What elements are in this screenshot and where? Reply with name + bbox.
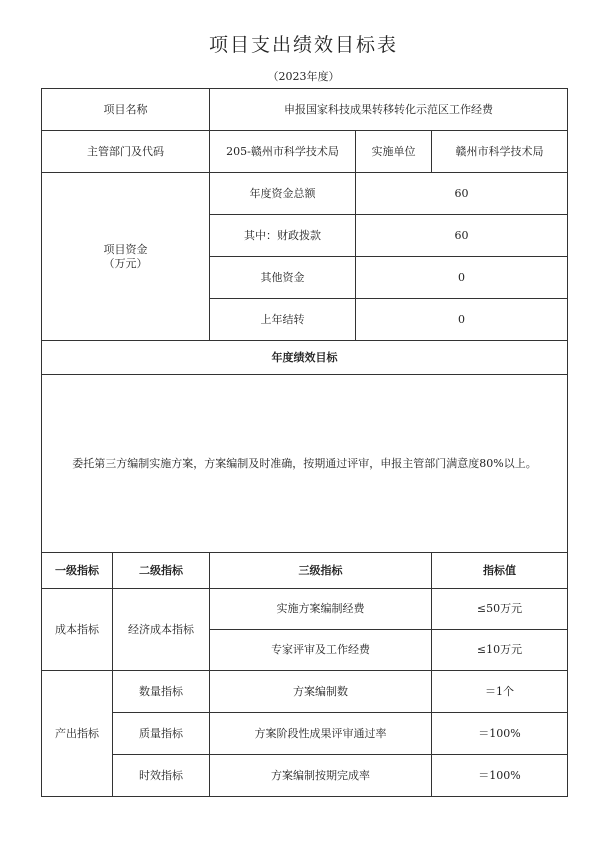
funds-item-label: 其他资金 [210, 257, 356, 299]
dept-value: 205-赣州市科学技术局 [210, 131, 356, 173]
indicator-row [42, 589, 568, 630]
project-name-row [42, 89, 568, 131]
level3-header: 三级指标 [210, 553, 432, 589]
indicator-row [42, 755, 568, 797]
funds-item-value: 60 [356, 215, 568, 257]
project-name-label: 项目名称 [42, 89, 210, 131]
level1-cell: 成本指标 [42, 589, 113, 671]
project-name-value: 申报国家科技成果转移转化示范区工作经费 [210, 89, 568, 131]
level2-cell: 质量指标 [113, 713, 210, 755]
dept-row [42, 131, 568, 173]
funds-label-line1: 项目资金 [103, 242, 148, 256]
impl-value: 赣州市科学技术局 [432, 131, 568, 173]
goal-header: 年度绩效目标 [42, 341, 568, 375]
funds-row [42, 173, 568, 215]
funds-item-value: 0 [356, 299, 568, 341]
level1-header: 一级指标 [42, 553, 113, 589]
funds-item-value: 0 [356, 257, 568, 299]
dept-label: 主管部门及代码 [42, 131, 210, 173]
page-title: 项目支出绩效目标表 [208, 34, 398, 56]
value-cell: ≤50万元 [432, 589, 568, 630]
impl-label: 实施单位 [356, 131, 432, 173]
funds-label-line2: （万元） [103, 256, 148, 270]
funds-item-label: 年度资金总额 [210, 173, 356, 215]
goal-header-row [42, 341, 568, 375]
value-cell: ＝1个 [432, 671, 568, 713]
value-header: 指标值 [432, 553, 568, 589]
value-cell: ＝100% [432, 755, 568, 797]
indicator-header-row [42, 553, 568, 589]
indicator-row [42, 671, 568, 713]
performance-table [41, 88, 568, 797]
value-cell: ＝100% [432, 713, 568, 755]
funds-item-label: 上年结转 [210, 299, 356, 341]
level3-cell: 实施方案编制经费 [210, 589, 432, 630]
funds-item-value: 60 [356, 173, 568, 215]
level1-cell: 产出指标 [42, 671, 113, 797]
level3-cell: 方案编制按期完成率 [210, 755, 432, 797]
level2-header: 二级指标 [113, 553, 210, 589]
level2-cell: 时效指标 [113, 755, 210, 797]
value-cell: ≤10万元 [432, 630, 568, 671]
level3-cell: 方案阶段性成果评审通过率 [210, 713, 432, 755]
goal-text: 委托第三方编制实施方案，方案编制及时准确，按期通过评审，申报主管部门满意度80%以上。 [42, 375, 568, 553]
level3-cell: 专家评审及工作经费 [210, 630, 432, 671]
page-subtitle: （2023年度） [267, 70, 340, 83]
goal-text-row [42, 375, 568, 553]
funds-item-label: 其中：财政拨款 [210, 215, 356, 257]
level2-cell: 经济成本指标 [113, 589, 210, 671]
funds-label [42, 173, 210, 341]
level2-cell: 数量指标 [113, 671, 210, 713]
level3-cell: 方案编制数 [210, 671, 432, 713]
indicator-row [42, 713, 568, 755]
